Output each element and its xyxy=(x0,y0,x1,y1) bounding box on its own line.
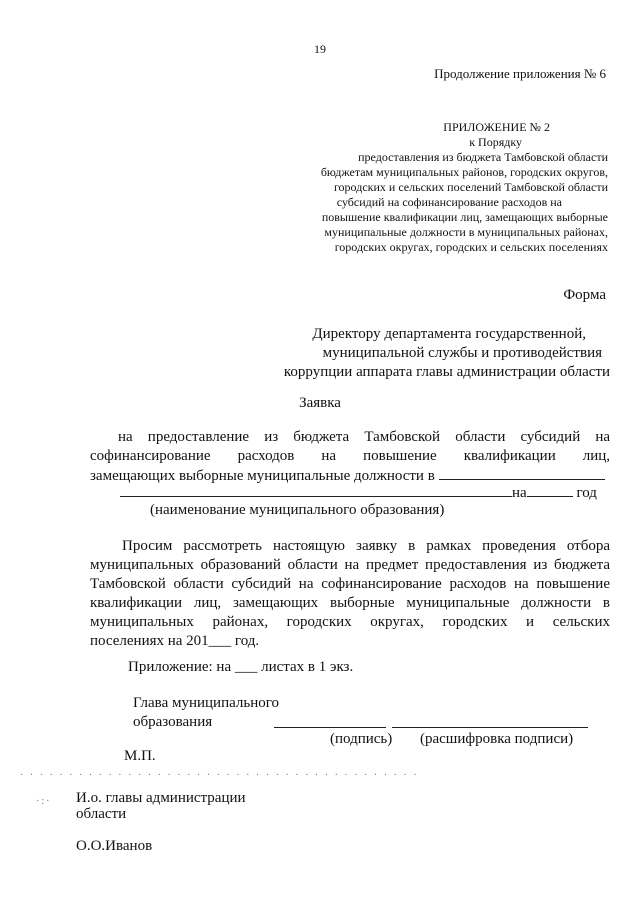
scan-noise: ·:· xyxy=(36,796,52,807)
signature-line[interactable] xyxy=(274,727,386,728)
acting-line2: области О.О.Иванов xyxy=(76,806,246,854)
document-title: Заявка xyxy=(299,395,341,411)
appendix-title: ПРИЛОЖЕНИЕ № 2 xyxy=(443,120,550,134)
form-label: Форма xyxy=(563,287,606,303)
addressee-line: Директору департамента государственной, xyxy=(312,326,586,342)
municipality-name-field[interactable] xyxy=(120,483,512,497)
request-block xyxy=(118,428,610,447)
addressee-line: муниципальной службы и противодействия xyxy=(322,345,602,361)
municipality-caption: (наименование муниципального образования) xyxy=(150,502,445,518)
municipality-field[interactable] xyxy=(439,466,605,480)
request-line-3: замещающих выборные муниципальные должности в xyxy=(90,466,605,486)
signature-decode-caption: (расшифровка подписи) xyxy=(420,731,574,747)
scan-noise: · · · · · · · · · · · · · · · · · · · · · · · · · · · · · · · · · · · · · · · · · xyxy=(20,770,419,781)
appendix-line: повышение квалификации лиц, замещающих выборные xyxy=(321,210,608,224)
stamp-place: М.П. xyxy=(124,748,156,764)
addressee-block xyxy=(244,325,610,382)
request-body xyxy=(90,537,610,651)
body-line: Просим рассмотреть настоящую заявку в рамках проведения отбора xyxy=(122,538,610,554)
acting-name: О.О.Иванов xyxy=(76,838,153,854)
acting-title: И.о. главы администрации xyxy=(76,790,246,806)
appendix-line: муниципальные должности в муниципальных районах, xyxy=(324,225,608,239)
head-label: Глава муниципального образования xyxy=(133,695,280,730)
appendix-header xyxy=(268,120,608,255)
appendix-line: городских округах, городских и сельских поселениях xyxy=(334,240,608,254)
appendix-subtitle: к Порядку xyxy=(469,135,522,149)
acting-head-block xyxy=(76,790,246,854)
appendix-line: субсидий на софинансирование расходов на xyxy=(336,195,562,209)
year-field[interactable] xyxy=(527,483,573,497)
request-line-1: на предоставление из бюджета Тамбовской области субсидий на xyxy=(118,429,611,445)
signature-decode-line[interactable] xyxy=(392,727,588,728)
appendix-line: бюджетам муниципальных районов, городских округов, xyxy=(320,165,608,179)
signature-caption: (подпись) xyxy=(330,731,393,747)
addressee-line: коррупции аппарата главы администрации области xyxy=(283,364,610,380)
appendix-line: городских и сельских поселений Тамбовской области xyxy=(333,180,608,194)
appendix-line: предоставления из бюджета Тамбовской области xyxy=(358,150,608,164)
continuation-note: Продолжение приложения № 6 xyxy=(434,66,606,81)
body-line: муниципальных образований области на предмет предоставления из бюджета xyxy=(90,557,610,573)
request-line-4: на год xyxy=(120,483,597,503)
body-line: поселениях на 201___ год. xyxy=(90,633,260,649)
body-line: муниципальных районах, городских округах, городских и сельских xyxy=(90,614,610,630)
attachment-note: Приложение: на ___ листах в 1 экз. xyxy=(128,659,354,675)
body-line: Тамбовской области субсидий на софинансирование расходов на повышение xyxy=(90,576,610,592)
body-line: квалификации лиц, замещающих выборные муниципальные должности в xyxy=(90,595,610,611)
page-number: 19 xyxy=(314,42,326,56)
request-line-2: софинансирование расходов на повышение квалификации лиц, xyxy=(90,448,611,464)
